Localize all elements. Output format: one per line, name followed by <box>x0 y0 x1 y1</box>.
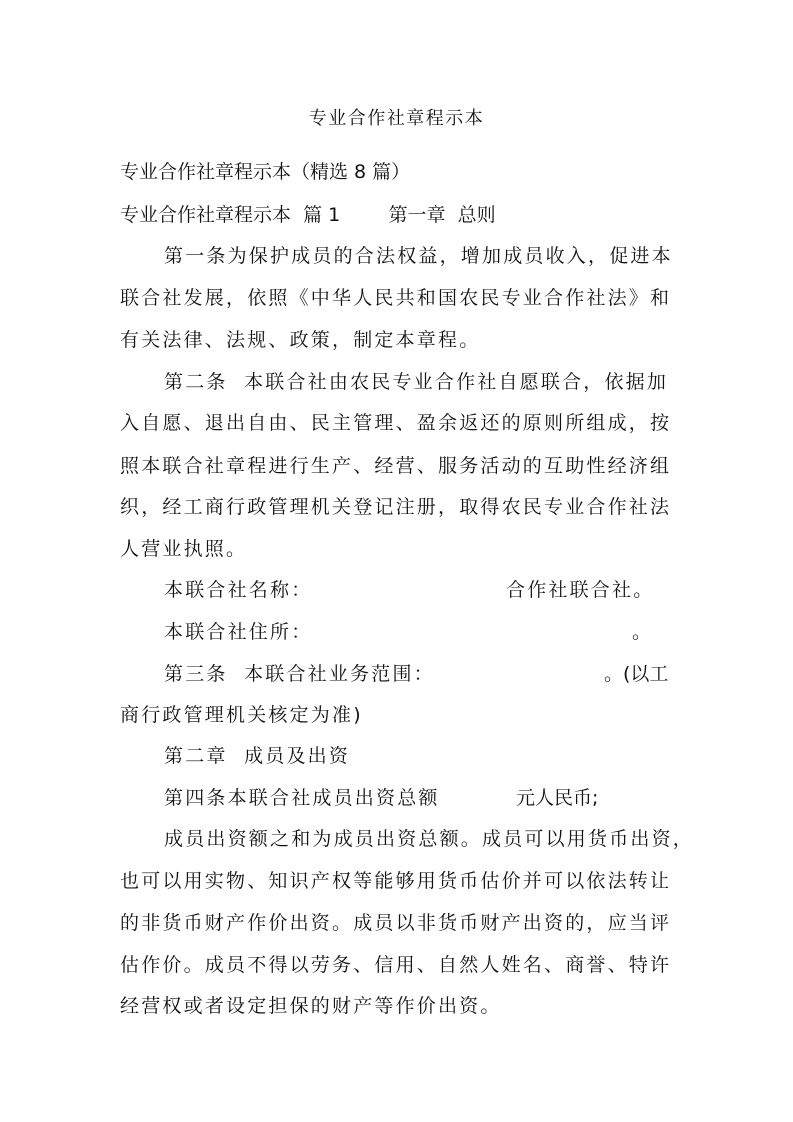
article-2-line: 第二条 本联合社由农民专业合作社自愿联合，依据加 <box>164 371 669 393</box>
investment-paragraph-line: 也可以用实物、知识产权等能够用货币估价并可以依法转让 <box>120 870 672 892</box>
article-1-line: 第一条为保护成员的合法权益，增加成员收入，促进本 <box>164 245 673 267</box>
union-name-suffix: 合作社联合社。 <box>506 579 655 601</box>
investment-paragraph-line: 成员出资额之和为成员出资总额。成员可以用货币出资， <box>164 828 695 850</box>
union-address-label: 本联合社住所： <box>164 621 313 643</box>
article-3-line: 第三条 本联合社业务范围： <box>164 663 435 685</box>
document-subtitle: 专业合作社章程示本（精选 8 篇） <box>120 161 411 183</box>
union-name-label: 本联合社名称： <box>164 579 313 601</box>
investment-paragraph-line: 估作价。成员不得以劳务、信用、自然人姓名、商誉、特许 <box>120 954 672 976</box>
article-3-line: 商行政管理机关核定为准) <box>120 704 363 726</box>
article-2-line: 人营业执照。 <box>120 538 248 560</box>
article-4-suffix: 元人民币; <box>516 787 599 809</box>
article-4-line: 第四条本联合社成员出资总额 <box>164 787 440 809</box>
union-address-suffix: 。 <box>632 621 652 643</box>
article-1-line: 联合社发展，依照《中华人民共和国农民专业合作社法》和 <box>120 287 672 309</box>
article-1-line: 有关法律、法规、政策，制定本章程。 <box>120 329 481 351</box>
article-2-line: 入自愿、退出自由、民主管理、盈余返还的原则所组成，按 <box>120 412 672 434</box>
chapter-2-heading: 第二章 成员及出资 <box>164 745 351 767</box>
article-2-line: 照本联合社章程进行生产、经营、服务活动的互助性经济组 <box>120 455 672 477</box>
section-heading: 专业合作社章程示本 篇 1 第一章 总则 <box>120 204 496 226</box>
investment-paragraph-line: 经营权或者设定担保的财产等作价出资。 <box>120 995 502 1017</box>
article-3-suffix: 。(以工 <box>604 663 669 685</box>
page-title: 专业合作社章程示本 <box>308 108 485 129</box>
investment-paragraph-line: 的非货币财产作价出资。成员以非货币财产出资的，应当评 <box>120 912 672 934</box>
article-2-line: 织，经工商行政管理机关登记注册，取得农民专业合作社法 <box>120 496 672 518</box>
